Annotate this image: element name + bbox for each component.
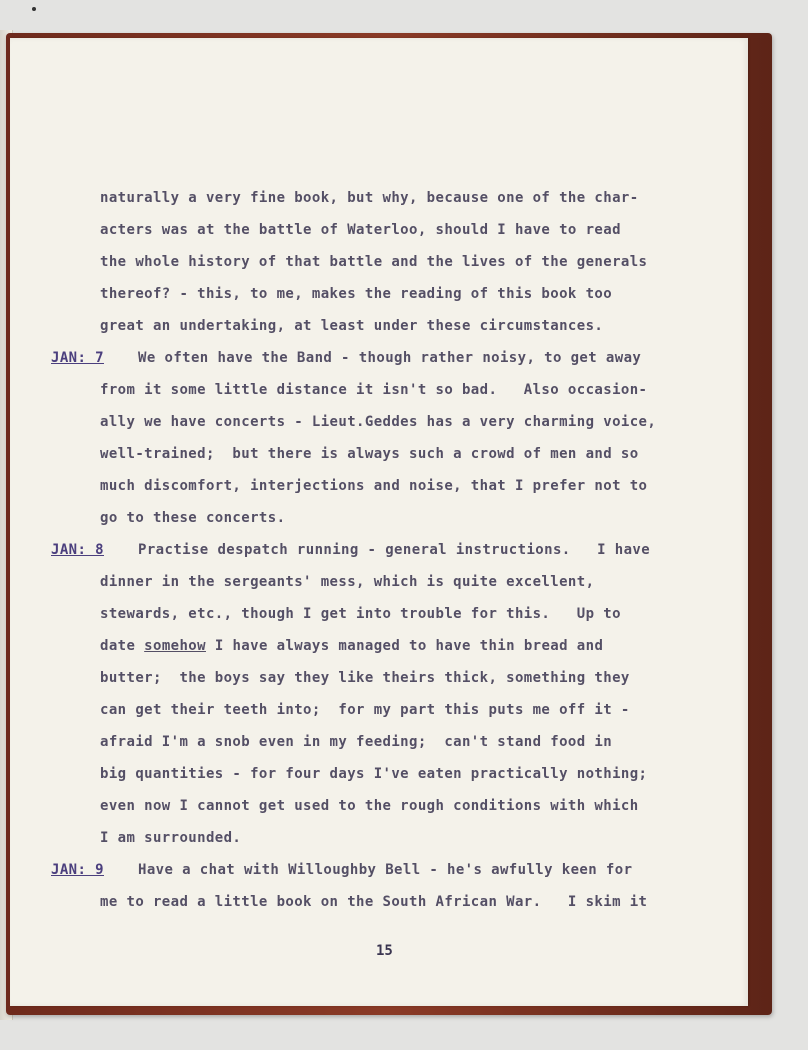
- text-line: me to read a little book on the South African War. I skim it: [100, 894, 648, 910]
- text-line: dinner in the sergeants' mess, which is quite excellent,: [100, 574, 595, 590]
- entry-date-jan8: JAN: 8: [51, 542, 104, 558]
- entry-date-jan9: JAN: 9: [51, 862, 104, 878]
- text-line: big quantities - for four days I've eaten practically nothing;: [100, 766, 648, 782]
- text-fragment: date: [100, 638, 145, 654]
- text-line: the whole history of that battle and the lives of the generals: [100, 254, 648, 270]
- text-line: even now I cannot get used to the rough conditions with which: [100, 798, 639, 814]
- text-line: acters was at the battle of Waterloo, should I have to read: [100, 222, 621, 238]
- text-line-with-emphasis: [100, 638, 603, 654]
- text-line: afraid I'm a snob even in my feeding; can't stand food in: [100, 734, 613, 750]
- text-line: ally we have concerts - Lieut.Geddes has a very charming voice,: [100, 414, 657, 430]
- underlined-word: somehow: [144, 638, 206, 654]
- text-line: stewards, etc., though I get into trouble for this. Up to: [100, 606, 621, 622]
- text-line: Practise despatch running - general instructions. I have: [138, 542, 651, 558]
- text-line: can get their teeth into; for my part this puts me off it -: [100, 702, 630, 718]
- text-line: much discomfort, interjections and noise, that I prefer not to: [100, 478, 648, 494]
- typed-page: [10, 38, 748, 1006]
- text-fragment: I have always managed to have thin bread and: [214, 638, 604, 654]
- text-line: go to these concerts.: [100, 510, 286, 526]
- text-line: well-trained; but there is always such a crowd of men and so: [100, 446, 639, 462]
- text-line: from it some little distance it isn't so bad. Also occasion-: [100, 382, 648, 398]
- text-line: We often have the Band - though rather noisy, to get away: [138, 350, 642, 366]
- entry-date-jan7: JAN: 7: [51, 350, 104, 366]
- text-line: great an undertaking, at least under these circumstances.: [100, 318, 604, 334]
- page-number: 15: [376, 943, 393, 959]
- text-fragment: [206, 638, 215, 654]
- text-line: naturally a very fine book, but why, because one of the char-: [100, 190, 639, 206]
- corner-mark: [32, 7, 36, 11]
- text-line: I am surrounded.: [100, 830, 242, 846]
- text-line: Have a chat with Willoughby Bell - he's awfully keen for: [138, 862, 633, 878]
- text-line: butter; the boys say they like theirs thick, something they: [100, 670, 630, 686]
- text-line: thereof? - this, to me, makes the reading of this book too: [100, 286, 613, 302]
